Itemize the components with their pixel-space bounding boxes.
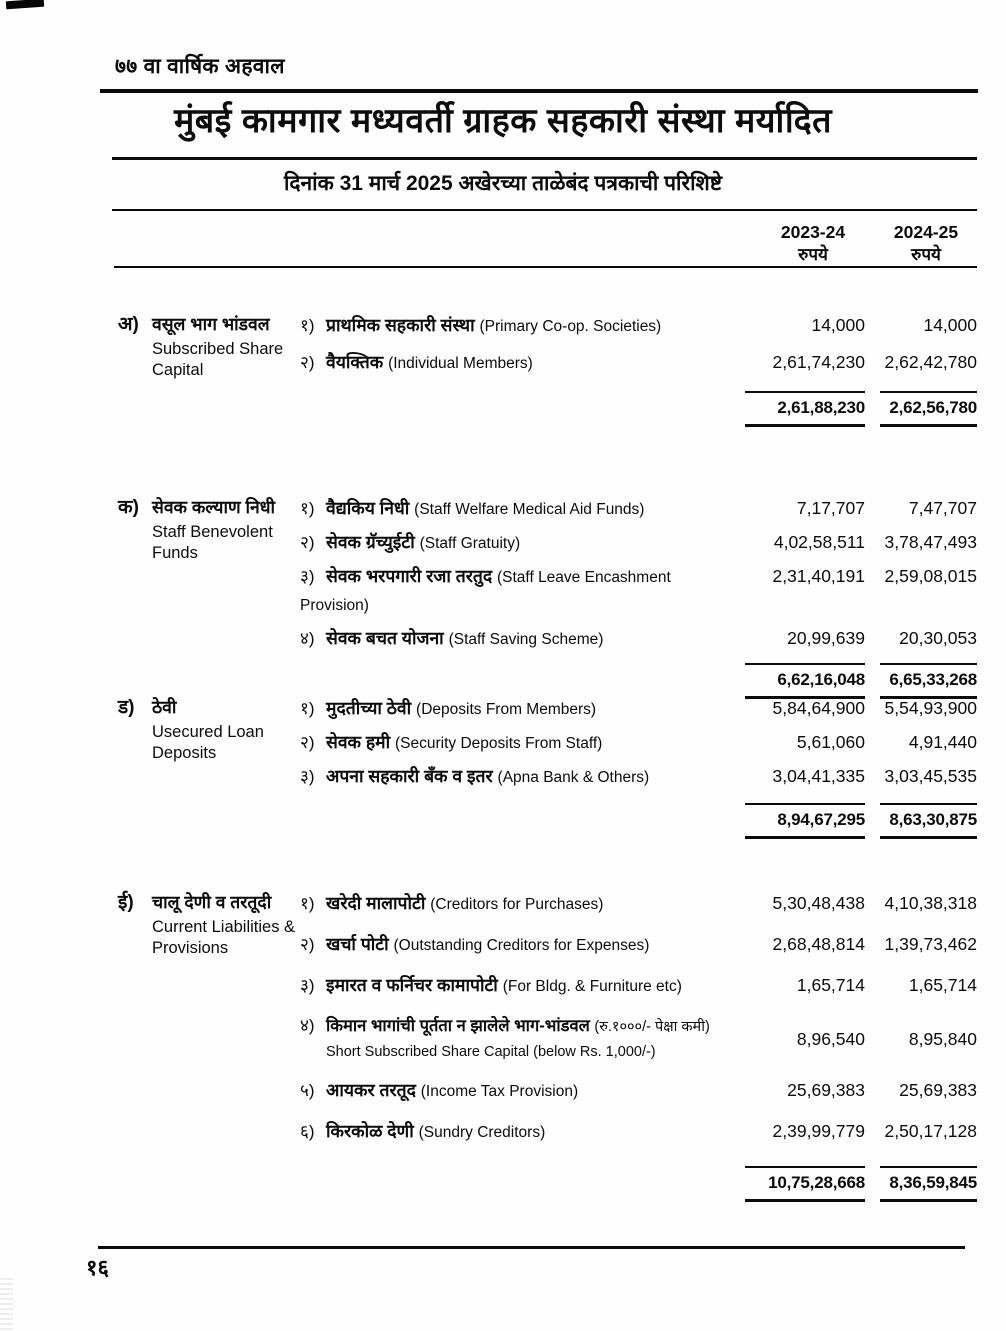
item-text-marathi: इमारत व फर्निचर कामापोटी [326,975,503,995]
column-unit-label: रुपये [798,245,828,264]
item-description [300,312,745,340]
item-description [300,349,745,377]
table-row [300,563,977,619]
section-label-marathi: चालू देणी व तरतूदी [152,892,272,912]
section-label-marathi: वसूल भाग भांडवल [152,314,270,334]
item-number: १) [300,699,315,718]
value-2023-24: 3,04,41,335 [772,766,865,786]
scan-noise-left-edge [0,1278,13,1331]
item-number: १) [300,316,315,335]
item-description [300,763,745,791]
value-2023-24: 20,99,639 [787,628,865,648]
item-description [300,625,745,653]
item-description [300,695,745,723]
value-2023-24: 2,61,74,230 [772,352,865,372]
item-number: २) [300,533,315,552]
item-text-english: (Individual Members) [388,355,533,372]
value-2024-25: 2,59,08,015 [884,566,977,586]
column-unit-label: रुपये [911,245,941,264]
section-label-marathi: ठेवी [152,697,177,717]
value-2024-25: 1,39,73,462 [884,934,977,954]
item-text-marathi: वैयक्तिक [326,352,389,372]
section-label-marathi: सेवक कल्याण निधी [152,497,276,517]
value-2023-24: 7,17,707 [796,498,865,518]
column-year-label: 2023-24 [780,222,846,242]
table-row [300,1118,977,1146]
value-2024-25: 5,54,93,900 [884,698,977,718]
value-2023-24: 14,000 [811,315,865,335]
table-row [300,890,977,918]
balance-sheet-section [118,312,977,427]
section-label-english: Usecured Loan Deposits [152,723,264,762]
scan-artifact-top-left [6,0,44,9]
item-text-marathi: वैद्यकिय निधी [326,498,415,518]
total-value-2023-24: 8,94,67,295 [745,803,865,839]
rule-under-title [112,157,977,160]
item-text-marathi: मुदतीच्या ठेवी [326,698,417,718]
balance-sheet-section [118,890,977,1202]
total-value-2023-24: 10,75,28,668 [745,1166,865,1202]
total-value-2024-25: 8,36,59,845 [880,1166,977,1202]
value-2023-24: 8,96,540 [796,1028,865,1049]
total-value-2023-24: 6,62,16,048 [745,663,865,699]
item-text-marathi: सेवक ग्रॅच्युईटी [326,532,420,552]
value-2024-25: 8,95,840 [908,1028,977,1049]
item-number: २) [300,353,315,372]
item-number: ३) [300,976,315,995]
total-row [300,391,977,427]
item-text-english: (Creditors for Purchases) [430,896,604,913]
statement-subtitle: दिनांक 31 मार्च 2025 अखेरच्या ताळेबंद पत्रकाची परिशिष्टे [283,172,723,195]
item-text-marathi: खरेदी मालापोटी [326,893,431,913]
item-text-marathi: सेवक भरपगारी रजा तरतुद [326,566,497,586]
value-2024-25: 7,47,707 [908,498,977,518]
item-description [300,1077,745,1105]
item-description [300,529,745,557]
section-letter: ई) [118,892,134,913]
section-letter: क) [118,497,139,518]
item-text-english: (Staff Gratuity) [419,535,521,552]
item-description [300,563,745,619]
item-text-english: (Staff Welfare Medical Aid Funds) [414,501,645,518]
total-row [300,663,977,699]
rule-under-column-headers [114,266,977,268]
item-text-english: (Primary Co-op. Societies) [479,318,662,335]
item-description [300,890,745,918]
value-2023-24: 1,65,714 [796,975,865,995]
value-2023-24: 5,61,060 [796,732,865,752]
item-text-marathi: आयकर तरतूद [326,1080,421,1100]
section-label [152,695,300,764]
organization-title: मुंबई कामगार मध्यवर्ती ग्राहक सहकारी संस्था मर्यादित [173,102,833,140]
value-2023-24: 5,30,48,438 [772,893,865,913]
item-text-english: (Staff Leave Encashment Provision) [300,569,671,614]
item-number: ३) [300,567,315,586]
annual-report-header: ७७ वा वार्षिक अहवाल [115,55,285,78]
item-text-english: (Security Deposits From Staff) [395,735,603,752]
item-text-english: (रु.१०००/- पेक्षा कमी) [594,1019,710,1035]
item-text-marathi: सेवक बचत योजना [326,628,449,648]
item-text-english: (Outstanding Creditors for Expenses) [393,937,650,954]
section-rows [300,695,977,839]
total-value-2024-25: 6,65,33,268 [880,663,977,699]
item-number: २) [300,733,315,752]
section-label-english: Current Liabilities & Provisions [152,918,296,957]
item-text-english: (Staff Saving Scheme) [448,631,604,648]
value-2024-25: 20,30,053 [899,628,977,648]
total-value-2024-25: 2,62,56,780 [880,391,977,427]
balance-sheet-section [118,495,977,699]
item-description [300,1118,745,1146]
value-2023-24: 2,39,99,779 [772,1121,865,1141]
total-row [300,803,977,839]
value-2024-25: 4,10,38,318 [884,893,977,913]
item-text-english: (For Bldg. & Furniture etc) [502,978,682,995]
value-2024-25: 1,65,714 [908,975,977,995]
item-number: ४) [300,1016,315,1035]
column-year-label: 2024-25 [893,222,959,242]
section-letter: ड) [118,697,135,718]
item-number: २) [300,935,315,954]
value-2023-24: 5,84,64,900 [772,698,865,718]
value-2024-25: 2,62,42,780 [884,352,977,372]
value-2023-24: 4,02,58,511 [773,532,865,552]
item-number: ४) [300,629,315,648]
table-row [300,529,977,557]
item-description [300,1013,745,1064]
table-row [300,931,977,959]
item-text-marathi: किरकोळ देणी [326,1121,419,1141]
item-number: १) [300,894,315,913]
total-value-2024-25: 8,63,30,875 [880,803,977,839]
item-text-marathi: अपना सहकारी बँक व इतर [326,766,498,786]
value-2024-25: 3,78,47,493 [884,532,977,552]
total-row [300,1166,977,1202]
table-row [300,349,977,377]
table-row [300,495,977,523]
value-2023-24: 2,68,48,814 [772,934,865,954]
item-description [300,495,745,523]
item-text-english-line2: Short Subscribed Share Capital (below Rs. 1,000/-) [326,1044,656,1060]
section-rows [300,495,977,699]
item-description [300,972,745,1000]
section-label [152,312,300,381]
section-rows [300,312,977,427]
item-description [300,931,745,959]
table-row [300,972,977,1000]
item-description [300,729,745,757]
section-label [152,890,300,959]
value-2024-25: 4,91,440 [908,732,977,752]
section-label [152,495,300,564]
value-2024-25: 25,69,383 [899,1080,977,1100]
item-text-english: (Sundry Creditors) [418,1124,546,1141]
table-row [300,1077,977,1105]
table-row [300,729,977,757]
section-rows [300,890,977,1202]
item-number: ३) [300,767,315,786]
item-text-marathi: खर्चा पोटी [326,934,394,954]
table-row [300,763,977,791]
section-letter: अ) [118,314,139,335]
table-row [300,1013,977,1064]
rule-footer [98,1246,965,1249]
value-2023-24: 25,69,383 [787,1080,865,1100]
balance-sheet-section [118,695,977,839]
column-header-2023-24 [758,221,868,267]
item-number: १) [300,499,315,518]
item-text-marathi: प्राथमिक सहकारी संस्था [326,315,480,335]
item-number: ५) [300,1081,315,1100]
value-2024-25: 2,50,17,128 [884,1121,977,1141]
section-label-english: Subscribed Share Capital [152,340,284,379]
table-row [300,625,977,653]
rule-under-header [100,89,978,93]
value-2024-25: 14,000 [923,315,977,335]
item-text-english: (Deposits From Members) [416,701,597,718]
table-row [300,312,977,340]
value-2024-25: 3,03,45,535 [884,766,977,786]
item-text-marathi: किमान भागांची पूर्तता न झालेले भाग-भांडवल [326,1017,595,1035]
section-label-english: Staff Benevolent Funds [152,523,273,562]
item-text-marathi: सेवक हमी [326,732,396,752]
page-number: १६ [86,1255,109,1280]
column-header-2024-25 [874,221,978,267]
item-text-english: (Income Tax Provision) [420,1083,579,1100]
table-row [300,695,977,723]
rule-under-subtitle [112,209,977,211]
value-2023-24: 2,31,40,191 [772,566,865,586]
item-text-english: (Apna Bank & Others) [497,769,650,786]
item-number: ६) [300,1122,315,1141]
total-value-2023-24: 2,61,88,230 [745,391,865,427]
